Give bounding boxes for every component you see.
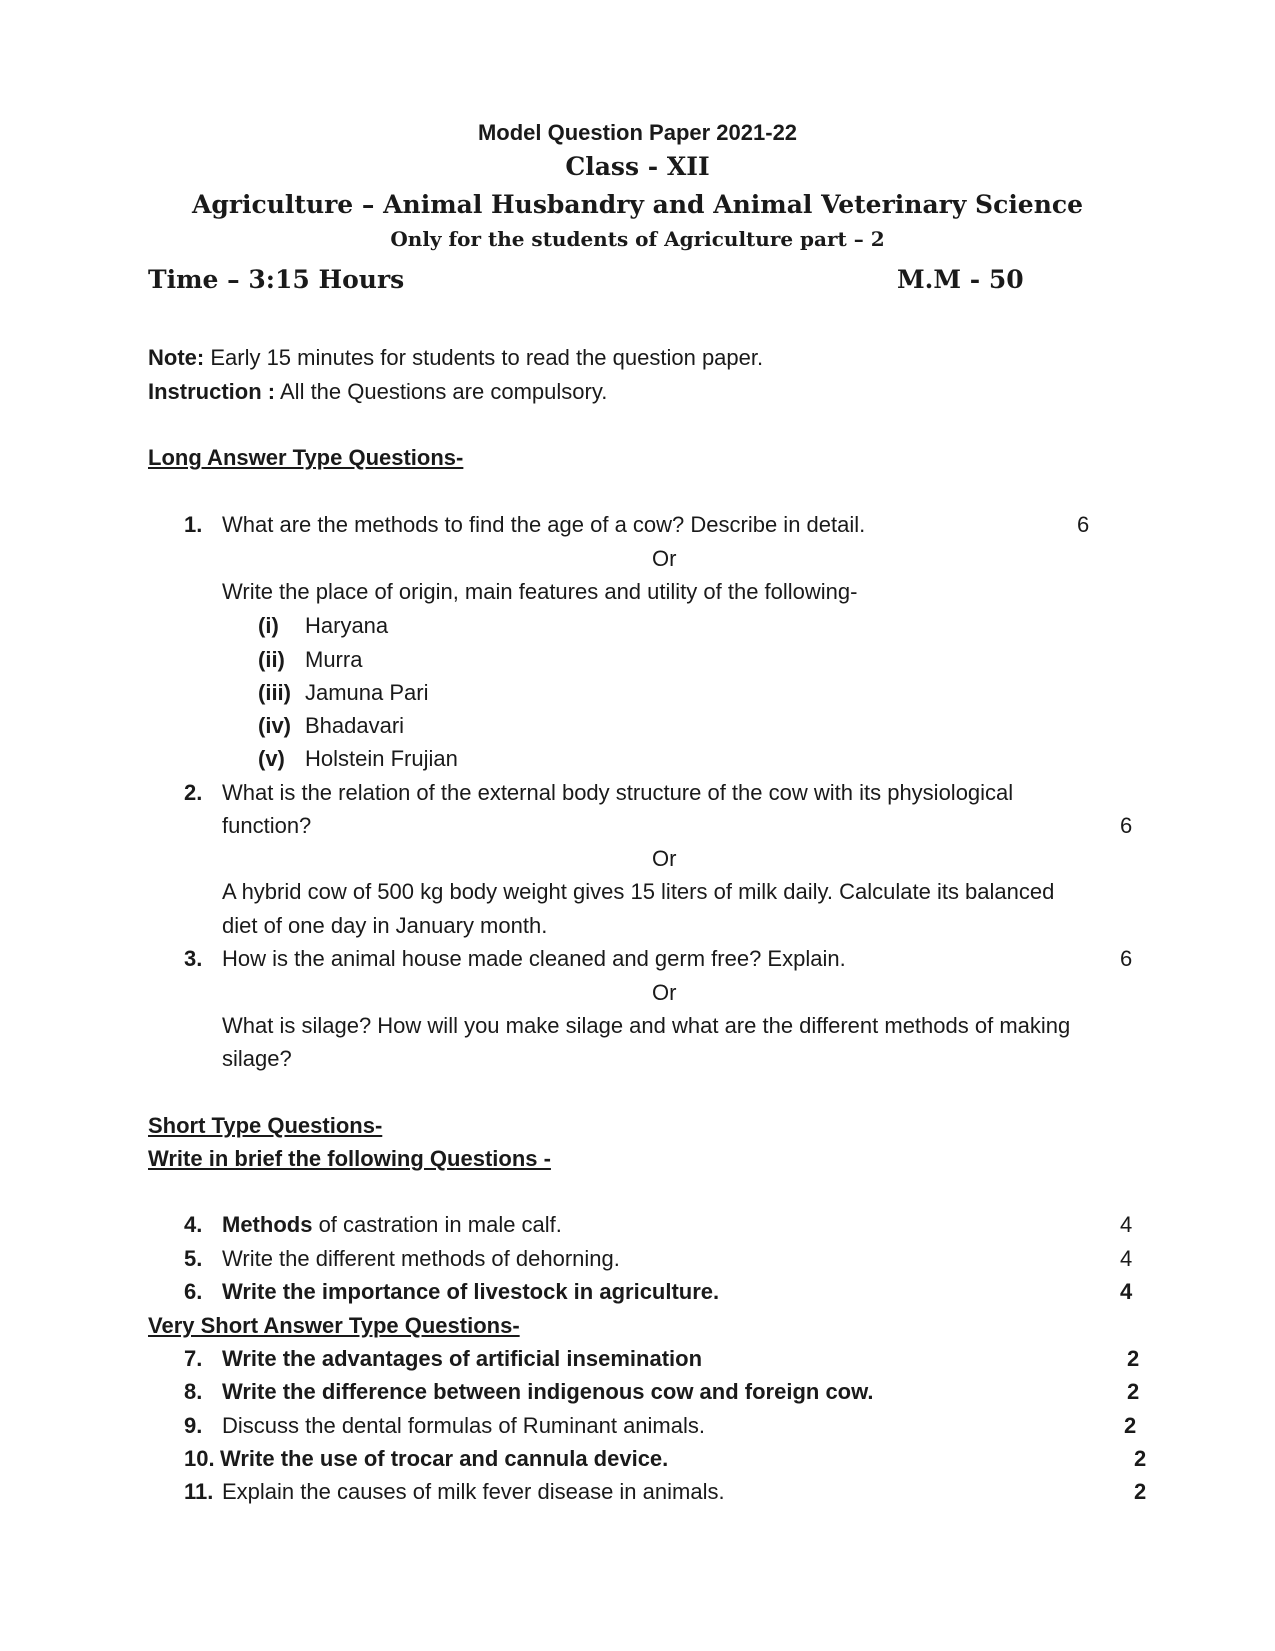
short-section-subheading: Write in brief the following Questions - [148, 1146, 551, 1171]
question-number: 10. [184, 1446, 215, 1471]
question-number: 2. [184, 780, 203, 805]
sub-item-text: Jamuna Pari [305, 680, 429, 705]
long-section-heading: Long Answer Type Questions- [148, 445, 464, 470]
question-text: Write the use of trocar and cannula device. [220, 1446, 669, 1471]
question-marks: 2 [1134, 1446, 1147, 1471]
question-number: 6. [184, 1279, 203, 1304]
class-label: Class - XII [565, 152, 710, 181]
paper-title: Model Question Paper 2021-22 [477, 120, 798, 145]
or-label: Or [652, 846, 677, 871]
question-text: What is the relation of the external body structure of the cow with its physiological [222, 780, 1014, 805]
question-marks: 2 [1127, 1346, 1140, 1371]
question-number: 4. [184, 1212, 203, 1237]
question-text: Write the different methods of dehorning. [222, 1246, 620, 1271]
question-marks: 4 [1120, 1279, 1133, 1304]
question-rest: of castration in male calf. [312, 1212, 562, 1237]
question-text: What are the methods to find the age of a cow? Describe in detail. [222, 512, 866, 537]
sub-item-text: Bhadavari [305, 713, 405, 738]
sub-item-text: Haryana [305, 613, 389, 638]
question-marks: 2 [1134, 1479, 1147, 1504]
alternate-question: Write the place of origin, main features and utility of the following- [222, 579, 858, 604]
or-label: Or [652, 980, 677, 1005]
audience-line: Only for the students of Agriculture part – 2 [390, 227, 885, 251]
question-marks: 4 [1120, 1246, 1133, 1271]
question-text: Explain the causes of milk fever disease in animals. [222, 1479, 725, 1504]
sub-item-text: Holstein Frujian [305, 746, 458, 771]
alternate-question: A hybrid cow of 500 kg body weight gives 15 liters of milk daily. Calculate its balanced [222, 879, 1055, 904]
question-number: 1. [184, 512, 203, 537]
alternate-question: What is silage? How will you make silage and what are the different methods of making [222, 1013, 1071, 1038]
question-marks: 4 [1120, 1212, 1133, 1237]
or-label: Or [652, 546, 677, 571]
question-bold-word: Methods [222, 1212, 313, 1237]
alternate-question-cont: diet of one day in January month. [222, 913, 548, 938]
question-number: 5. [184, 1246, 203, 1271]
sub-item-label: (iv) [258, 713, 291, 738]
instruction-line [148, 379, 607, 405]
question-number: 3. [184, 946, 203, 971]
very-short-section-heading: Very Short Answer Type Questions- [148, 1313, 520, 1338]
subject-title: Agriculture – Animal Husbandry and Animal Veterinary Science [191, 190, 1084, 219]
sub-item-label: (v) [258, 746, 285, 771]
short-section-heading: Short Type Questions- [148, 1113, 383, 1138]
question-text-cont: function? [222, 813, 312, 838]
sub-item-label: (i) [258, 613, 279, 638]
instruction-text: All the Questions are compulsory. [275, 379, 608, 404]
question-number: 9. [184, 1413, 203, 1438]
question-marks: 2 [1124, 1413, 1137, 1438]
alternate-question-cont: silage? [222, 1046, 292, 1071]
question-marks: 6 [1120, 813, 1133, 838]
question-number: 8. [184, 1379, 203, 1404]
note-line [148, 345, 763, 371]
question-text [222, 1212, 562, 1238]
sub-item-text: Murra [305, 647, 363, 672]
max-marks: M.M - 50 [897, 265, 1024, 294]
question-number: 11. [184, 1479, 214, 1504]
question-text: Write the importance of livestock in agriculture. [222, 1279, 720, 1304]
question-text: Discuss the dental formulas of Ruminant animals. [222, 1413, 705, 1438]
time-label: Time – 3:15 Hours [148, 265, 405, 294]
question-text: How is the animal house made cleaned and germ free? Explain. [222, 946, 846, 971]
question-marks: 2 [1127, 1379, 1140, 1404]
sub-item-label: (iii) [258, 680, 291, 705]
sub-item-label: (ii) [258, 647, 285, 672]
note-label: Note: [148, 345, 205, 370]
question-text: Write the advantages of artificial insemination [222, 1346, 703, 1371]
question-marks: 6 [1120, 946, 1133, 971]
question-marks: 6 [1077, 512, 1090, 537]
question-number: 7. [184, 1346, 203, 1371]
note-text: Early 15 minutes for students to read the question paper. [204, 345, 764, 370]
question-text: Write the difference between indigenous cow and foreign cow. [222, 1379, 874, 1404]
instruction-label: Instruction : [148, 379, 276, 404]
